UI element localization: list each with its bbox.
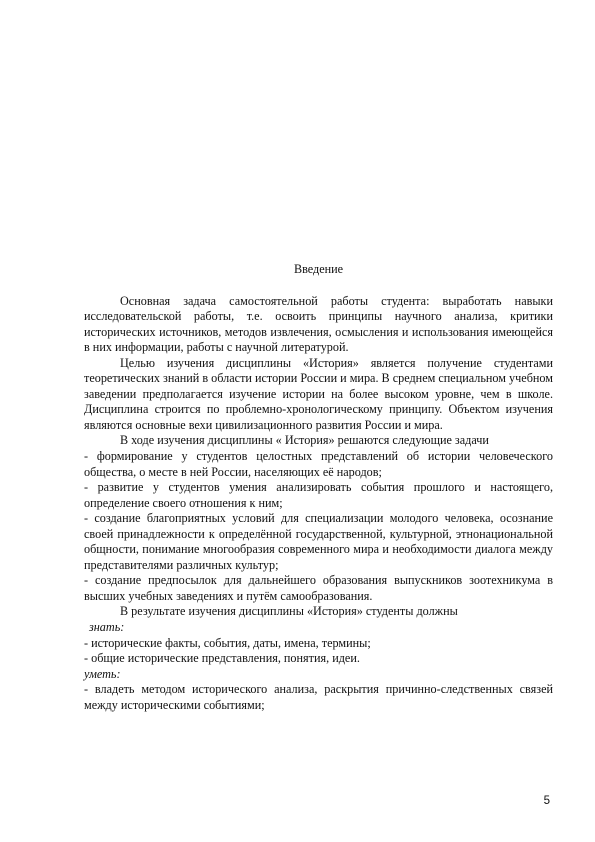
page-number: 5: [543, 795, 550, 807]
paragraph-tasks-intro: В ходе изучения дисциплины « История» решаются следующие задачи: [120, 433, 489, 448]
task-item: - формирование у студентов целостных представлений об истории человеческого общества, о месте в ней России, населяющих её народов;: [84, 449, 553, 479]
section-title: Введение: [293, 262, 344, 276]
can-item: - владеть методом исторического анализа, раскрытия причинно-следственных связей между историческими событиями;: [84, 682, 553, 712]
paragraph-goal: Целью изучения дисциплины «История» является получение студентами теоретических знаний в области истории России и мира. В среднем специальном учебном заведении предполагается изучение истории на более высоком уровне, чем в школе. Дисциплина строится по проблемно-хронологическому принципу. Объектом изучения являются основные вехи цивилизационного развития России и мира.: [84, 355, 553, 432]
document-body: [84, 262, 553, 713]
task-item: - создание предпосылок для дальнейшего образования выпускников зоотехникума в высших учебных заведениях и путём самообразования.: [84, 573, 553, 603]
paragraph-main-task: Основная задача самостоятельной работы студента: выработать навыки исследовательской работы, т.е. освоить принципы научного анализа, критики исторических источников, методов извлечения, осмысления и использования имеющейся в них информации, работы с научной литературой.: [84, 293, 553, 355]
know-label: знать:: [89, 620, 125, 635]
task-item: - развитие у студентов умения анализировать события прошлого и настоящего, определение своего отношения к ним;: [84, 480, 553, 510]
task-item: - создание благоприятных условий для специализации молодого человека, осознание своей принадлежности к определённой государственной, культурной, этнонациональной общности, понимание многообразия современного мира и необходимости диалога между представителями различных культур;: [84, 511, 553, 572]
can-label: уметь:: [84, 666, 121, 681]
know-item: - исторические факты, события, даты, имена, термины;: [84, 635, 371, 650]
paragraph-results-intro: В результате изучения дисциплины «История» студенты должны: [120, 604, 458, 619]
know-item: - общие исторические представления, понятия, идеи.: [84, 651, 360, 666]
